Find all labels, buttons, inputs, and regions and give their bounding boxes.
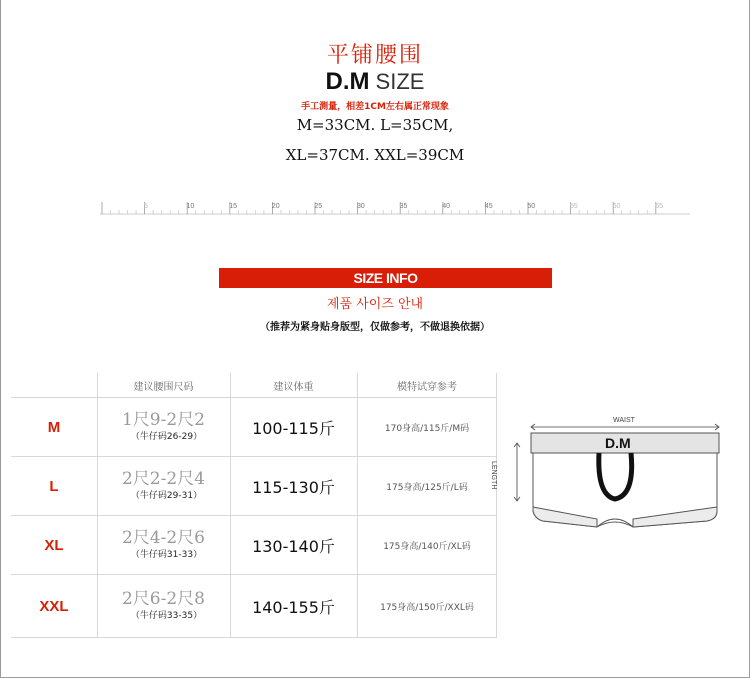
header-waist: 建议腰围尺码 bbox=[133, 381, 194, 393]
table-row bbox=[11, 398, 497, 456]
table-row bbox=[11, 577, 497, 635]
ruler-label: 35 bbox=[399, 203, 408, 210]
model-reference: 175身高/150斤/XXL码 bbox=[380, 602, 474, 613]
waist-range: 2尺2-2尺4 bbox=[121, 469, 205, 489]
header-model: 模特试穿参考 bbox=[397, 381, 457, 393]
jeans-size: （牛仔码26-29） bbox=[130, 432, 203, 442]
size-table bbox=[11, 373, 497, 638]
jeans-size: （牛仔码31-33） bbox=[130, 550, 203, 560]
waist-range: 1尺9-2尺2 bbox=[121, 410, 205, 430]
ruler-label: 20 bbox=[271, 203, 280, 210]
measure-note: 手工测量，相差1CM左右属正常现象 bbox=[301, 102, 449, 112]
size-label: XL bbox=[44, 536, 64, 554]
model-reference: 175身高/125斤/L码 bbox=[386, 482, 468, 493]
measure-line-2: XL=37CM. XXL=39CM bbox=[285, 146, 465, 164]
ruler-label: 65 bbox=[655, 203, 663, 210]
weight-range: 115-130斤 bbox=[252, 477, 335, 497]
size-label: L bbox=[49, 477, 59, 495]
size-info-korean: 제품 사이즈 안내 bbox=[326, 297, 424, 312]
brand-line bbox=[0, 68, 750, 96]
table-row bbox=[11, 516, 497, 574]
ruler bbox=[100, 196, 690, 220]
waist-cell bbox=[97, 577, 230, 635]
length-label: LENGTH bbox=[490, 461, 497, 490]
waist-range: 2尺6-2尺8 bbox=[121, 589, 205, 609]
ruler-label: 25 bbox=[314, 203, 323, 210]
jeans-size: （牛仔码29-31） bbox=[130, 491, 203, 501]
table-divider bbox=[11, 574, 497, 575]
weight-range: 140-155斤 bbox=[252, 597, 335, 617]
waist-cell bbox=[97, 457, 230, 515]
ruler-label: 15 bbox=[229, 203, 237, 210]
weight-range: 100-115斤 bbox=[252, 418, 335, 438]
size-word: SIZE bbox=[375, 69, 425, 94]
garment-diagram bbox=[490, 403, 737, 548]
waist-cell bbox=[97, 516, 230, 574]
brand-name: D.M bbox=[325, 68, 370, 95]
page-title: 平铺腰围 bbox=[326, 43, 423, 68]
ruler-label: 30 bbox=[357, 203, 365, 210]
size-info-note: （推荐为紧身贴身版型，仅做参考，不做退换依据） bbox=[260, 322, 490, 333]
measure-line-1: M=33CM. L=35CM, bbox=[296, 116, 454, 134]
waist-label: WAIST bbox=[613, 417, 635, 424]
table-row bbox=[11, 457, 497, 515]
weight-range: 130-140斤 bbox=[252, 536, 335, 556]
size-label: XXL bbox=[39, 597, 69, 615]
header-weight: 建议体重 bbox=[273, 381, 314, 393]
diagram-brand: D.M bbox=[605, 435, 631, 451]
briefs-illustration bbox=[497, 403, 737, 548]
ruler-label: 40 bbox=[442, 203, 450, 210]
jeans-size: （牛仔码33-35） bbox=[130, 611, 203, 621]
ruler-label: 60 bbox=[612, 203, 621, 210]
ruler-label: 45 bbox=[484, 203, 493, 210]
ruler-label: 50 bbox=[527, 203, 536, 210]
model-reference: 175身高/140斤/XL码 bbox=[383, 541, 471, 552]
waist-range: 2尺4-2尺6 bbox=[121, 528, 205, 548]
size-info-banner: SIZE INFO bbox=[219, 268, 552, 288]
ruler-label: 10 bbox=[186, 203, 195, 210]
table-divider bbox=[11, 637, 497, 638]
waist-cell bbox=[97, 398, 230, 456]
ruler-graphic bbox=[100, 196, 690, 220]
size-label: M bbox=[47, 418, 61, 436]
ruler-label: 5 bbox=[144, 203, 148, 210]
ruler-label: 55 bbox=[570, 203, 578, 210]
model-reference: 170身高/115斤/M码 bbox=[384, 423, 470, 434]
